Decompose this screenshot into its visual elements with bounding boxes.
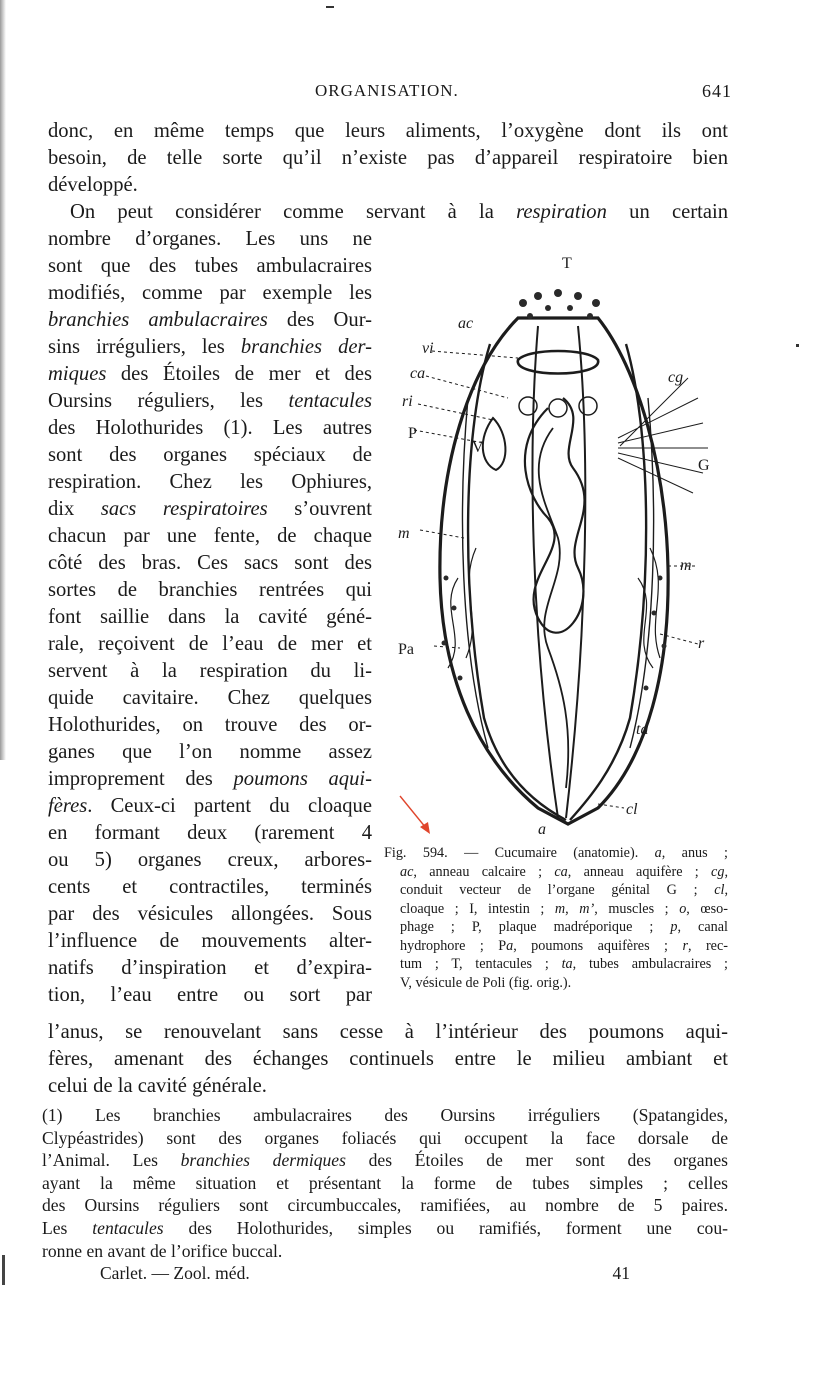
text-line: servent à la respiration du li- xyxy=(48,660,372,682)
text-line: tion, l’eau entre ou sort par xyxy=(48,984,372,1006)
paragraph-2-opening xyxy=(48,199,728,226)
label-cl: cl xyxy=(626,801,638,818)
label-ta: ta xyxy=(636,721,649,738)
label-V: V xyxy=(472,439,484,456)
annotation-arrow-icon xyxy=(396,794,436,838)
text-line: respiration. Chez les Ophiures, xyxy=(48,471,372,493)
text-line: donc, en même temps que leurs aliments, l’oxygène dont ils ont xyxy=(48,120,728,142)
running-title: ORGANISATION. xyxy=(315,81,459,100)
text-line: l’Animal. Les branchies dermiques des Étoiles de mer sont des organes xyxy=(42,1150,728,1171)
label-ac: ac xyxy=(458,315,474,332)
caption-line: V, vésicule de Poli (fig. orig.). xyxy=(400,974,572,991)
text-line: improprement des poumons aqui- xyxy=(48,768,372,790)
text-line: des Oursins réguliers sont circumbuccales, ramifiées, au nombre de 5 paires. xyxy=(42,1195,728,1216)
text-line: On peut considérer comme servant à la respiration un certain xyxy=(70,201,728,223)
text-line: chacun par une fente, de chaque xyxy=(48,525,372,547)
paragraph-2-ending xyxy=(48,1019,728,1100)
text-line: fères, amenant des échanges continuels entre le milieu ambiant et xyxy=(48,1048,728,1070)
text-line: l’influence de mouvements alter- xyxy=(48,930,372,952)
caption-line: Fig. 594. — Cucumaire (anatomie). a, anus ; xyxy=(384,845,728,861)
anatomical-engraving xyxy=(398,248,728,846)
text-line: ronne en avant de l’orifice buccal. xyxy=(42,1240,283,1261)
caption-line: cloaque ; I, intestin ; m, m’, muscles ; o, œso- xyxy=(400,900,729,917)
text-line: Les tentacules des Holothurides, simples ou ramifiés, forment une cou- xyxy=(42,1217,728,1238)
caption-line: conduit vecteur de l’organe génital G ; cl, xyxy=(400,882,728,898)
label-G: G xyxy=(698,457,710,474)
printer-signature: Carlet. — Zool. méd. xyxy=(100,1263,250,1283)
text-line: développé. xyxy=(48,174,138,196)
paragraph-2-wrapped-column xyxy=(48,226,372,1009)
label-r: r xyxy=(698,635,705,652)
page-footer xyxy=(100,1263,630,1287)
label-m-prime: m xyxy=(680,557,692,574)
label-m: m xyxy=(398,525,410,542)
text-line: dix sacs respiratoires s’ouvrent xyxy=(48,498,372,520)
figure-594-cucumaria-anatomy xyxy=(398,248,728,846)
text-line: sins irréguliers, les branchies der- xyxy=(48,336,373,358)
text-line: Oursins réguliers, les tentacules xyxy=(48,390,372,412)
text-line: besoin, de telle sorte qu’il n’existe pas d’appareil respiratoire bien xyxy=(48,147,728,169)
footnote-lines xyxy=(42,1104,728,1262)
text-line: ou 5) organes creux, arbores- xyxy=(48,849,372,871)
text-line: font saillie dans la cavité géné- xyxy=(48,606,372,628)
text-line: par des vésicules allongées. Sous xyxy=(48,903,372,925)
caption-lines xyxy=(384,844,728,992)
text-line: sortes de branchies rentrées qui xyxy=(48,579,372,601)
text-line: côté des bras. Ces sacs sont des xyxy=(48,552,372,574)
text-line: rale, reçoivent de l’eau de mer et xyxy=(48,633,372,655)
page-binding-edge xyxy=(0,0,6,760)
text-line: natifs d’inspiration et d’expira- xyxy=(48,957,372,979)
label-T: T xyxy=(562,255,572,272)
footnote-1 xyxy=(42,1104,728,1262)
caption-line: hydrophore ; Pa, poumons aquifères ; r, rec- xyxy=(400,937,728,954)
paragraph-1 xyxy=(48,118,728,199)
text-line: miques des Étoiles de mer et des xyxy=(48,363,372,385)
label-Pa: Pa xyxy=(398,641,414,658)
page-binding-mark xyxy=(2,1255,5,1285)
figure-caption xyxy=(384,844,728,992)
print-speck xyxy=(796,344,799,347)
caption-line: ac, anneau calcaire ; ca, anneau aquifère ; cg, xyxy=(400,863,728,880)
label-ri: ri xyxy=(402,393,413,410)
label-a: a xyxy=(538,821,546,838)
text-line: en formant deux (rarement 4 xyxy=(48,822,372,844)
text-line: (1) Les branchies ambulacraires des Oursins irréguliers (Spatangides, xyxy=(42,1105,728,1125)
label-P: P xyxy=(408,425,417,442)
text-line: cents et contractiles, terminés xyxy=(48,876,372,898)
text-line: l’anus, se renouvelant sans cesse à l’intérieur des poumons aqui- xyxy=(48,1021,728,1043)
page-number: 641 xyxy=(702,81,732,101)
label-cg: cg xyxy=(668,369,684,386)
text-line: sont des organes spéciaux de xyxy=(48,444,372,466)
text-line: Clypéastrides) sont des organes foliacés qui occupent la face dorsale de xyxy=(42,1127,728,1148)
text-line: sont que des tubes ambulacraires xyxy=(48,255,372,277)
label-vi: vi xyxy=(422,340,434,357)
running-header xyxy=(48,78,732,104)
sheet-number: 41 xyxy=(612,1263,630,1283)
text-line: nombre d’organes. Les uns ne xyxy=(48,228,372,250)
text-line: ayant la même situation et présentant la forme de tubes simples ; celles xyxy=(42,1172,728,1193)
label-ca: ca xyxy=(410,365,426,382)
text-line: quide cavitaire. Chez quelques xyxy=(48,687,372,709)
text-line: modifiés, comme par exemple les xyxy=(48,282,372,304)
text-line: fères. Ceux-ci partent du cloaque xyxy=(48,795,372,817)
print-speck xyxy=(326,6,334,8)
caption-line: tum ; T, tentacules ; ta, tubes ambulacraires ; xyxy=(400,956,728,972)
text-line: des Holothurides (1). Les autres xyxy=(48,417,372,439)
text-line: branchies ambulacraires des Our- xyxy=(48,309,372,331)
caption-line: phage ; P, plaque madréporique ; p, canal xyxy=(400,919,728,935)
text-line: celui de la cavité générale. xyxy=(48,1075,267,1097)
paragraph-2-end-lines xyxy=(48,1019,728,1100)
text-line: Holothurides, on trouve des or- xyxy=(48,714,372,736)
text-line: ganes que l’on nomme assez xyxy=(48,741,372,763)
